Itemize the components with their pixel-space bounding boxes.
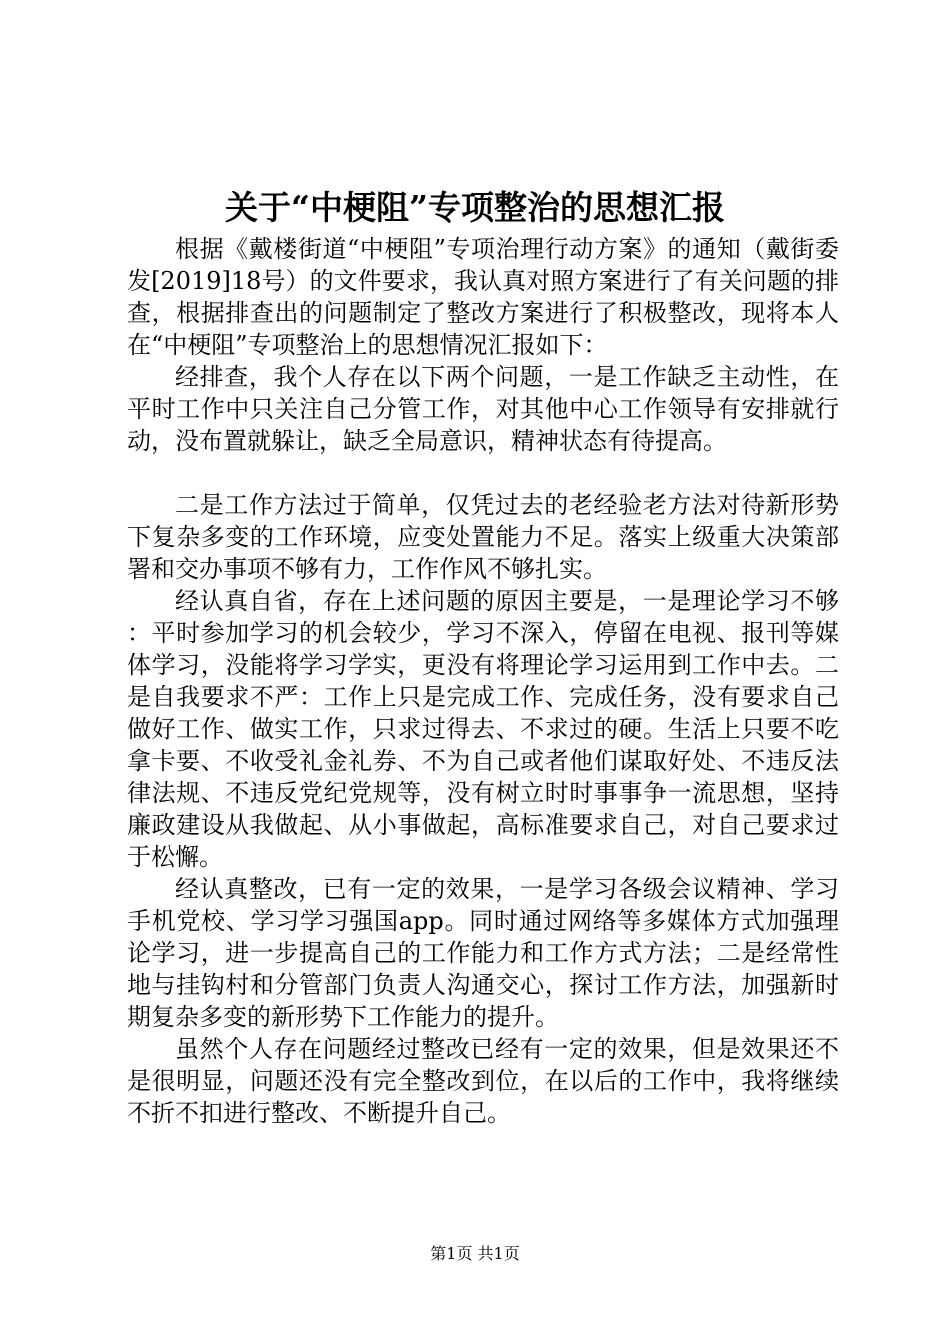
document-title: 关于“中梗阻”专项整治的思想汇报 (225, 188, 725, 227)
paragraph-causes: 经认真自省，存在上述问题的原因主要是，一是理论学习不够：平时参加学习的机会较少，学习不深入，停留在电视、报刊等媒体学习，没能将学习学实，更没有将理论学习运用到工作中去。二是自我要求不严：工作上只是完成工作、完成任务，没有要求自己做好工作、做实工作，只求过得去、不求过的硬。生活上只要不吃拿卡要、不收受礼金礼券、不为自己或者他们谋取好处、不违反法律法规、不违反党纪党规等，没有树立时时事事争一流思想，坚持廉政建设从我做起、从小事做起，高标准要求自己，对自己要求过于松懈。 (127, 587, 839, 871)
paragraph-rectification: 经认真整改，已有一定的效果，一是学习各级会议精神、学习手机党校、学习学习强国app。同时通过网络等多媒体方式加强理论学习，进一步提高自己的工作能力和工作方式方法；二是经常性地与挂钩村和分管部门负责人沟通交心，探讨工作方法，加强新时期复杂多变的新形势下工作能力的提升。 (127, 875, 839, 1031)
paragraph-conclusion: 虽然个人存在问题经过整改已经有一定的效果，但是效果还不是很明显，问题还没有完全整改到位，在以后的工作中，我将继续不折不扣进行整改、不断提升自己。 (127, 1035, 839, 1127)
paragraph-problem-one: 经排查，我个人存在以下两个问题，一是工作缺乏主动性，在平时工作中只关注自己分管工作，对其他中心工作领导有安排就行动，没布置就躲让，缺乏全局意识，精神状态有待提高。 (127, 363, 839, 455)
paragraph-intro: 根据《戴楼街道“中梗阻”专项治理行动方案》的通知（戴街委发[2019]18号）的文件要求，我认真对照方案进行了有关问题的排查，根据排查出的问题制定了整改方案进行了积极整改，现将本人在“中梗阻”专项整治上的思想情况汇报如下： (127, 235, 839, 359)
page-footer: 第1页 共1页 (430, 1244, 520, 1263)
paragraph-problem-two: 二是工作方法过于简单，仅凭过去的老经验老方法对待新形势下复杂多变的工作环境，应变处置能力不足。落实上级重大决策部署和交办事项不够有力，工作作风不够扎实。 (127, 491, 839, 583)
document-body (127, 233, 839, 1129)
